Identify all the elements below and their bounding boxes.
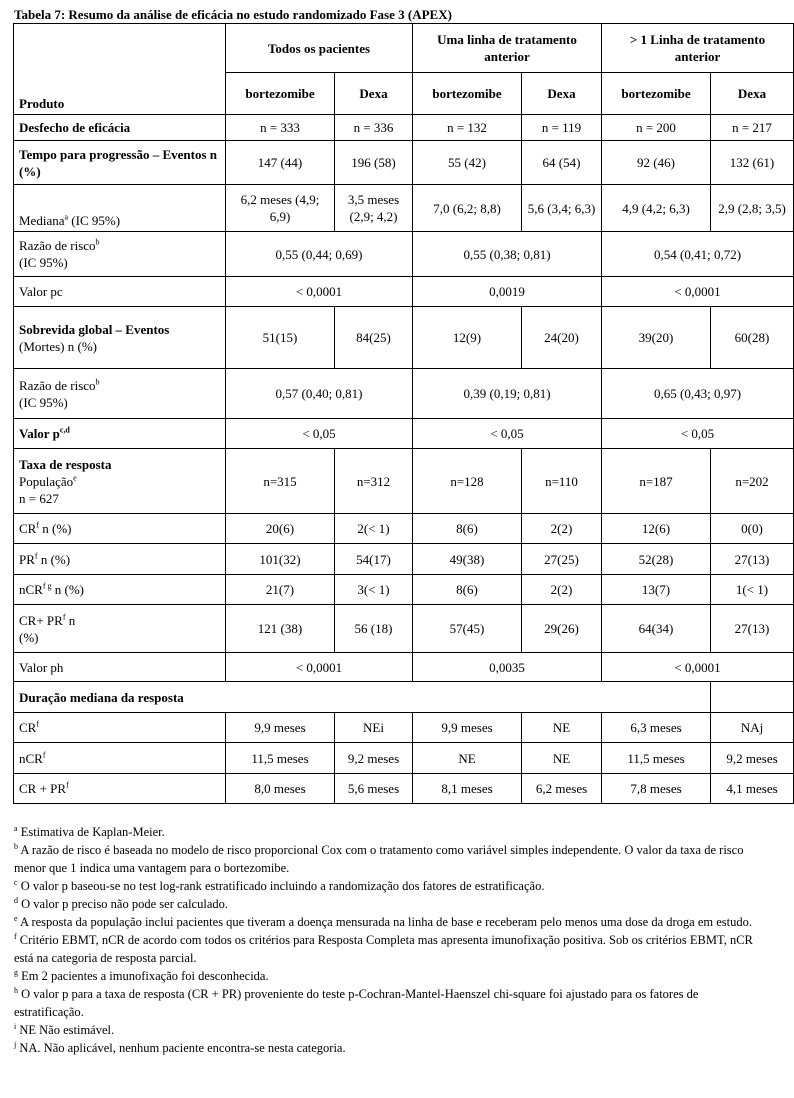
cell: < 0,0001 (602, 277, 794, 307)
row-label: nCR$^{f g}$ n (%) (14, 575, 226, 605)
cell: 29(26) (522, 605, 602, 653)
cell: 2(2) (522, 514, 602, 544)
cell: 55 (42) (413, 141, 522, 185)
cell: 54(17) (335, 544, 413, 575)
section-heading: Duração mediana da resposta (14, 682, 711, 713)
cell: 57(45) (413, 605, 522, 653)
cell: 21(7) (226, 575, 335, 605)
cell: 13(7) (602, 575, 711, 605)
header-more-line: > 1 Linha de tratamento anterior (602, 24, 794, 73)
table-row (14, 232, 794, 277)
row-label: Valor ph (14, 653, 226, 682)
footnote: $^b$ A razão de risco é baseada no modelo de risco proporcional Cox com o tratamento como variável simples independente. O valor da taxa de risco menor que 1 indica uma vantagem para o bortezomibe. (14, 841, 744, 875)
cell: NE (413, 743, 522, 774)
table-row (14, 743, 794, 774)
cell: 101(32) (226, 544, 335, 575)
header-arm: Dexa (522, 73, 602, 115)
cell: 132 (61) (711, 141, 794, 185)
footnote: $^c$ O valor p baseou-se no test log-rank estratificado incluindo a randomização dos fatores de estratificação. (14, 877, 545, 893)
cell: 7,8 meses (602, 774, 711, 804)
cell: 9,9 meses (413, 713, 522, 743)
header-arm: bortezomibe (226, 73, 335, 115)
cell: NE (522, 743, 602, 774)
footnotes (14, 823, 766, 1057)
cell: n=202 (711, 449, 794, 514)
cell: 39(20) (602, 307, 711, 369)
footnote: $^g$ Em 2 pacientes a imunofixação foi desconhecida. (14, 967, 269, 983)
cell: n = 333 (226, 115, 335, 141)
row-label: Sobrevida global – Eventos (Mortes) n (%) (14, 307, 226, 369)
cell: 2,9 (2,8; 3,5) (711, 185, 794, 232)
footnote: $^h$ O valor p para a taxa de resposta (CR + PR) proveniente do teste p-Cochran-Mantel-Haenszel chi-square foi ajustado para os fatores de estratificação. (14, 985, 699, 1019)
footnote: $^f$ Critério EBMT, nCR de acordo com todos os critérios para Resposta Completa mas apresenta imunofixação positiva. Sob os critérios EBMT, nCR está na categoria de resposta parcial. (14, 931, 753, 965)
header-one-line: Uma linha de tratamento anterior (413, 24, 602, 73)
cell: 8(6) (413, 514, 522, 544)
cell: 60(28) (711, 307, 794, 369)
row-label: $CR^f$ n (%) (14, 514, 226, 544)
cell: NE (522, 713, 602, 743)
cell: 9,9 meses (226, 713, 335, 743)
cell: n=128 (413, 449, 522, 514)
table-row (14, 774, 794, 804)
cell: 6,3 meses (602, 713, 711, 743)
cell: < 0,05 (413, 419, 602, 449)
cell: 8(6) (413, 575, 522, 605)
table-row (14, 514, 794, 544)
cell: 0,57 (0,40; 0,81) (226, 369, 413, 419)
table-row (14, 682, 794, 713)
footnote: $^e$ A resposta da população inclui pacientes que tiveram a doença mensurada na linha de base e receberam pelo menos uma dose da droga em estudo. (14, 913, 753, 929)
cell: 6,2 meses (4,9; 6,9) (226, 185, 335, 232)
cell: 9,2 meses (711, 743, 794, 774)
table-row (14, 115, 794, 141)
cell: < 0,0001 (226, 277, 413, 307)
cell: n=315 (226, 449, 335, 514)
row-label: $CR+ PR^f$ n (%) (14, 605, 226, 653)
cell: 1(< 1) (711, 575, 794, 605)
cell: 0,0019 (413, 277, 602, 307)
cell: 12(6) (602, 514, 711, 544)
cell: n=187 (602, 449, 711, 514)
cell: n=110 (522, 449, 602, 514)
cell: 20(6) (226, 514, 335, 544)
footnote: $^a$ Estimativa de Kaplan-Meier. (14, 823, 165, 839)
cell: 2(< 1) (335, 514, 413, 544)
cell: 0,55 (0,44; 0,69) (226, 232, 413, 277)
cell: 11,5 meses (602, 743, 711, 774)
cell (711, 682, 794, 713)
cell: 0,0035 (413, 653, 602, 682)
header-arm: Dexa (711, 73, 794, 115)
cell: 2(2) (522, 575, 602, 605)
row-label: Taxa de resposta População$^e$ n = 627 (14, 449, 226, 514)
table-row (14, 277, 794, 307)
cell: 121 (38) (226, 605, 335, 653)
cell: 5,6 (3,4; 6,3) (522, 185, 602, 232)
cell: 0,65 (0,43; 0,97) (602, 369, 794, 419)
cell: 3,5 meses (2,9; 4,2) (335, 185, 413, 232)
cell: 0,54 (0,41; 0,72) (602, 232, 794, 277)
table-caption: Tabela 7: Resumo da análise de eficácia no estudo randomizado Fase 3 (APEX) (14, 7, 452, 22)
cell: 0(0) (711, 514, 794, 544)
row-label: $CR^f$ (14, 713, 226, 743)
header-arm: bortezomibe (602, 73, 711, 115)
cell: 27(13) (711, 605, 794, 653)
table-row (14, 185, 794, 232)
row-label: Desfecho de eficácia (14, 115, 226, 141)
cell: 8,1 meses (413, 774, 522, 804)
cell: 0,55 (0,38; 0,81) (413, 232, 602, 277)
footnote: $^i$ NE Não estimável. (14, 1021, 115, 1037)
table-row (14, 605, 794, 653)
cell: 56 (18) (335, 605, 413, 653)
cell: NAj (711, 713, 794, 743)
cell: n = 200 (602, 115, 711, 141)
cell: < 0,0001 (602, 653, 794, 682)
cell: 12(9) (413, 307, 522, 369)
cell: 147 (44) (226, 141, 335, 185)
cell: n = 217 (711, 115, 794, 141)
table-row (14, 575, 794, 605)
cell: 4,1 meses (711, 774, 794, 804)
table-row (14, 449, 794, 514)
cell: 49(38) (413, 544, 522, 575)
cell: 3(< 1) (335, 575, 413, 605)
footnote: $^j$ NA. Não aplicável, nenhum paciente encontra-se nesta categoria. (14, 1039, 346, 1055)
cell: 24(20) (522, 307, 602, 369)
table-row (14, 419, 794, 449)
cell: n = 119 (522, 115, 602, 141)
cell: 8,0 meses (226, 774, 335, 804)
cell: 0,39 (0,19; 0,81) (413, 369, 602, 419)
table-row (14, 713, 794, 743)
row-label: Razão de risco$^b$ (IC 95%) (14, 369, 226, 419)
row-label: $PR^f$ n (%) (14, 544, 226, 575)
cell: 9,2 meses (335, 743, 413, 774)
cell: n=312 (335, 449, 413, 514)
header-all-patients: Todos os pacientes (226, 24, 413, 73)
cell: < 0,0001 (226, 653, 413, 682)
header-produto: Produto (14, 24, 226, 115)
table-row (14, 369, 794, 419)
row-label: Tempo para progressão – Eventos n (%) (14, 141, 226, 185)
cell: 4,9 (4,2; 6,3) (602, 185, 711, 232)
footnote: $^d$ O valor p preciso não pode ser calculado. (14, 895, 228, 911)
cell: 64 (54) (522, 141, 602, 185)
cell: 196 (58) (335, 141, 413, 185)
row-label: Mediana$^a$ (IC 95%) (14, 185, 226, 232)
cell: 27(13) (711, 544, 794, 575)
cell: < 0,05 (602, 419, 794, 449)
cell: 11,5 meses (226, 743, 335, 774)
cell: 52(28) (602, 544, 711, 575)
table-row (14, 544, 794, 575)
row-label: CR + $PR^f$ (14, 774, 226, 804)
row-label: nCR$^f$ (14, 743, 226, 774)
efficacy-table (13, 23, 794, 804)
row-label: Razão de risco$^b$ (IC 95%) (14, 232, 226, 277)
table-row (14, 141, 794, 185)
table-row (14, 307, 794, 369)
cell: < 0,05 (226, 419, 413, 449)
header-arm: Dexa (335, 73, 413, 115)
cell: 51(15) (226, 307, 335, 369)
cell: n = 132 (413, 115, 522, 141)
cell: NEi (335, 713, 413, 743)
cell: 6,2 meses (522, 774, 602, 804)
cell: 7,0 (6,2; 8,8) (413, 185, 522, 232)
header-row-groups (14, 24, 794, 73)
cell: 64(34) (602, 605, 711, 653)
row-label: Valor $p^{c,d}$ (14, 419, 226, 449)
cell: 84(25) (335, 307, 413, 369)
cell: 92 (46) (602, 141, 711, 185)
cell: n = 336 (335, 115, 413, 141)
cell: 27(25) (522, 544, 602, 575)
cell: 5,6 meses (335, 774, 413, 804)
header-arm: bortezomibe (413, 73, 522, 115)
row-label: Valor pc (14, 277, 226, 307)
table-row (14, 653, 794, 682)
